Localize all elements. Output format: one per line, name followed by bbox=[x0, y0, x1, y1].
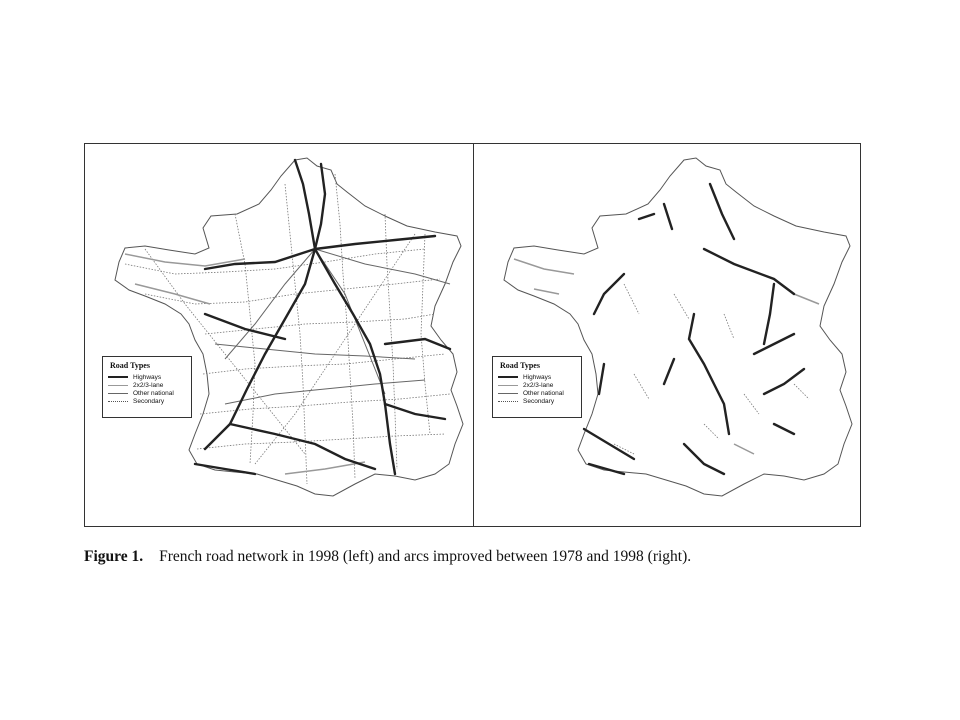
legend-item-highways bbox=[498, 373, 576, 381]
figure-frame bbox=[84, 143, 861, 527]
legend-label: 2x2/3-lane bbox=[133, 381, 164, 389]
legend-right bbox=[492, 356, 582, 418]
legend-swatch-secondary bbox=[108, 401, 128, 402]
legend-item-secondary bbox=[108, 397, 186, 405]
caption-label: Figure 1. bbox=[84, 548, 144, 565]
legend-label: Secondary bbox=[523, 397, 555, 405]
legend-label: 2x2/3-lane bbox=[523, 381, 554, 389]
legend-swatch-secondary bbox=[498, 401, 518, 402]
france-improved-arcs-map bbox=[474, 144, 862, 526]
legend-swatch-highways bbox=[108, 376, 128, 378]
legend-label: Other national bbox=[133, 389, 174, 397]
legend-swatch-2x2 bbox=[498, 385, 518, 386]
legend-title: Road Types bbox=[500, 361, 540, 370]
legend-item-other-national bbox=[498, 389, 576, 397]
legend-item-secondary bbox=[498, 397, 576, 405]
legend-swatch-2x2 bbox=[108, 385, 128, 386]
legend-label: Highways bbox=[523, 373, 552, 381]
legend-label: Secondary bbox=[133, 397, 165, 405]
figure-caption bbox=[84, 548, 884, 566]
improved-highway-arcs bbox=[584, 184, 804, 474]
legend-left bbox=[102, 356, 192, 418]
legend-title: Road Types bbox=[110, 361, 150, 370]
legend-item-other-national bbox=[108, 389, 186, 397]
legend-item-2x2 bbox=[498, 381, 576, 389]
france-road-network-map bbox=[85, 144, 473, 526]
highway-roads bbox=[195, 160, 450, 474]
map-panel-right bbox=[474, 144, 862, 526]
france-outline bbox=[115, 158, 463, 496]
legend-swatch-other-national bbox=[498, 393, 518, 394]
legend-label: Highways bbox=[133, 373, 162, 381]
improved-secondary-arcs bbox=[614, 284, 809, 454]
caption-text: French road network in 1998 (left) and arcs improved between 1978 and 1998 (right). bbox=[159, 548, 692, 565]
legend-swatch-other-national bbox=[108, 393, 128, 394]
legend-item-highways bbox=[108, 373, 186, 381]
legend-item-2x2 bbox=[108, 381, 186, 389]
legend-label: Other national bbox=[523, 389, 564, 397]
legend-swatch-highways bbox=[498, 376, 518, 378]
france-outline bbox=[504, 158, 852, 496]
map-panel-left bbox=[85, 144, 473, 526]
